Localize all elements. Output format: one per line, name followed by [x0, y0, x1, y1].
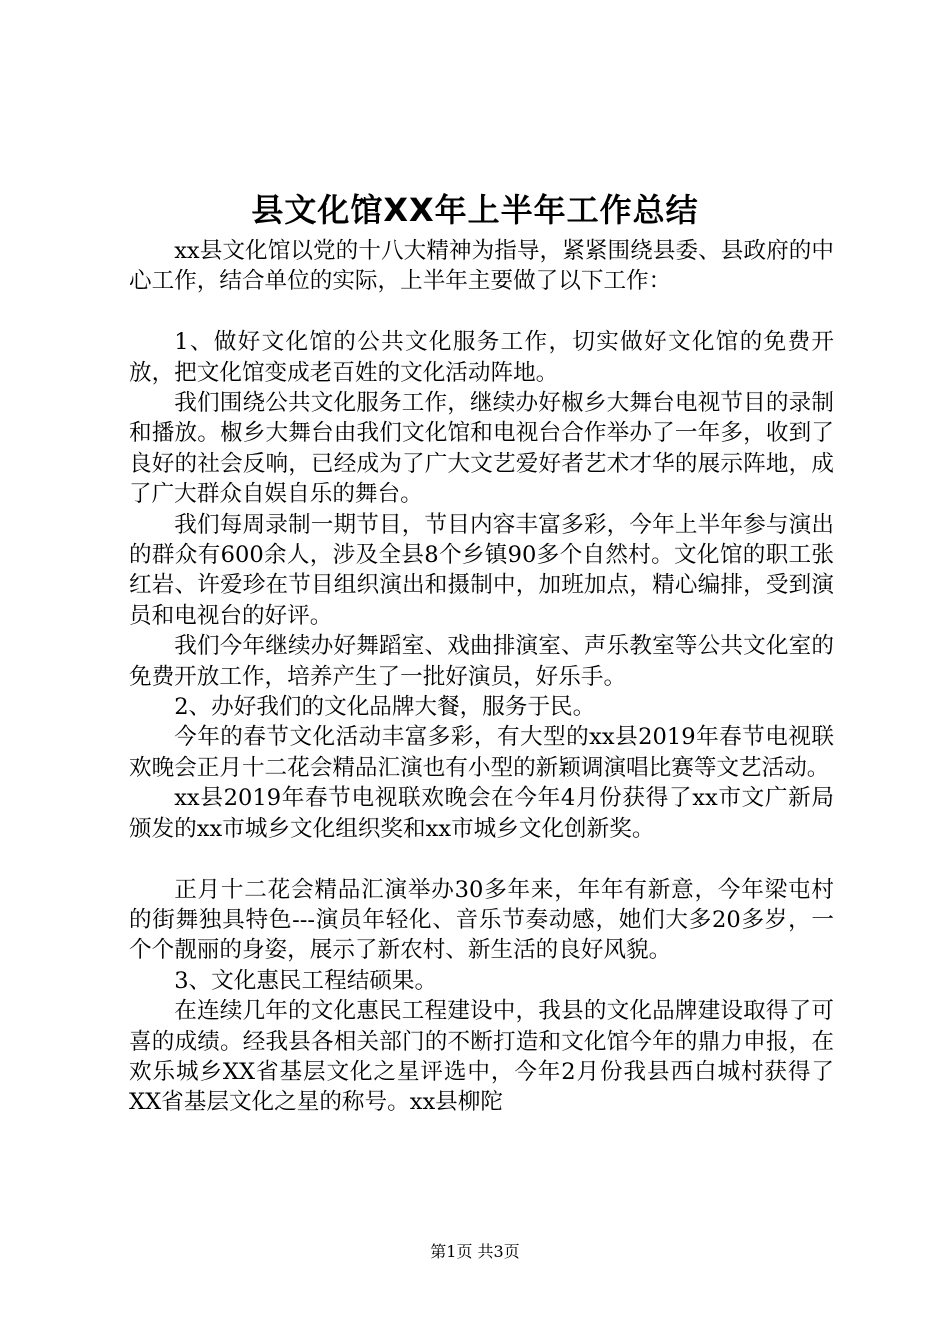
paragraph: 我们今年继续办好舞蹈室、戏曲排演室、声乐教室等公共文化室的免费开放工作，培养产生了一批好演员，好乐手。 [129, 633, 834, 690]
paragraph: 正月十二花会精品汇演举办30多年来，年年有新意，今年梁屯村的街舞独具特色---演员年轻化、音乐节奏动感，她们大多20多岁，一个个靓丽的身姿，展示了新农村、新生活的良好风貌。 [129, 876, 834, 964]
document-title: 县文化馆XX年上半年工作总结 [251, 191, 699, 229]
paragraph-intro: xx县文化馆以党的十八大精神为指导，紧紧围绕县委、县政府的中心工作，结合单位的实际，上半年主要做了以下工作： [129, 238, 834, 295]
section-heading-1: 1、做好文化馆的公共文化服务工作，切实做好文化馆的免费开放，把文化馆变成老百姓的文化活动阵地。 [129, 329, 834, 386]
section-heading-3: 3、文化惠民工程结硕果。 [174, 967, 438, 994]
page-footer: 第1页 共3页 [430, 1242, 520, 1261]
paragraph: 在连续几年的文化惠民工程建设中，我县的文化品牌建设取得了可喜的成绩。经我县各相关部门的不断打造和文化馆今年的鼎力申报，在欢乐城乡XX省基层文化之星评选中，今年2月份我县西白城村获得了XX省基层文化之星的称号。xx县柳陀 [129, 998, 834, 1116]
paragraph: xx县2019年春节电视联欢晚会在今年4月份获得了xx市文广新局颁发的xx市城乡文化组织奖和xx市城乡文化创新奖。 [129, 785, 834, 842]
paragraph: 我们每周录制一期节目，节目内容丰富多彩，今年上半年参与演出的群众有600余人，涉及全县8个乡镇90多个自然村。文化馆的职工张红岩、许爱珍在节目组织演出和摄制中，加班加点，精心编排，受到演员和电视台的好评。 [129, 511, 834, 629]
paragraph: 我们围绕公共文化服务工作，继续办好椒乡大舞台电视节目的录制和播放。椒乡大舞台由我们文化馆和电视台合作举办了一年多，收到了良好的社会反响，已经成为了广大文艺爱好者艺术才华的展示阵地，成了广大群众自娱自乐的舞台。 [129, 390, 834, 508]
document-body [129, 236, 834, 1118]
paragraph: 今年的春节文化活动丰富多彩，有大型的xx县2019年春节电视联欢晚会正月十二花会精品汇演也有小型的新颖调演唱比赛等文艺活动。 [129, 724, 834, 781]
section-heading-2: 2、办好我们的文化品牌大餐，服务于民。 [174, 694, 596, 721]
